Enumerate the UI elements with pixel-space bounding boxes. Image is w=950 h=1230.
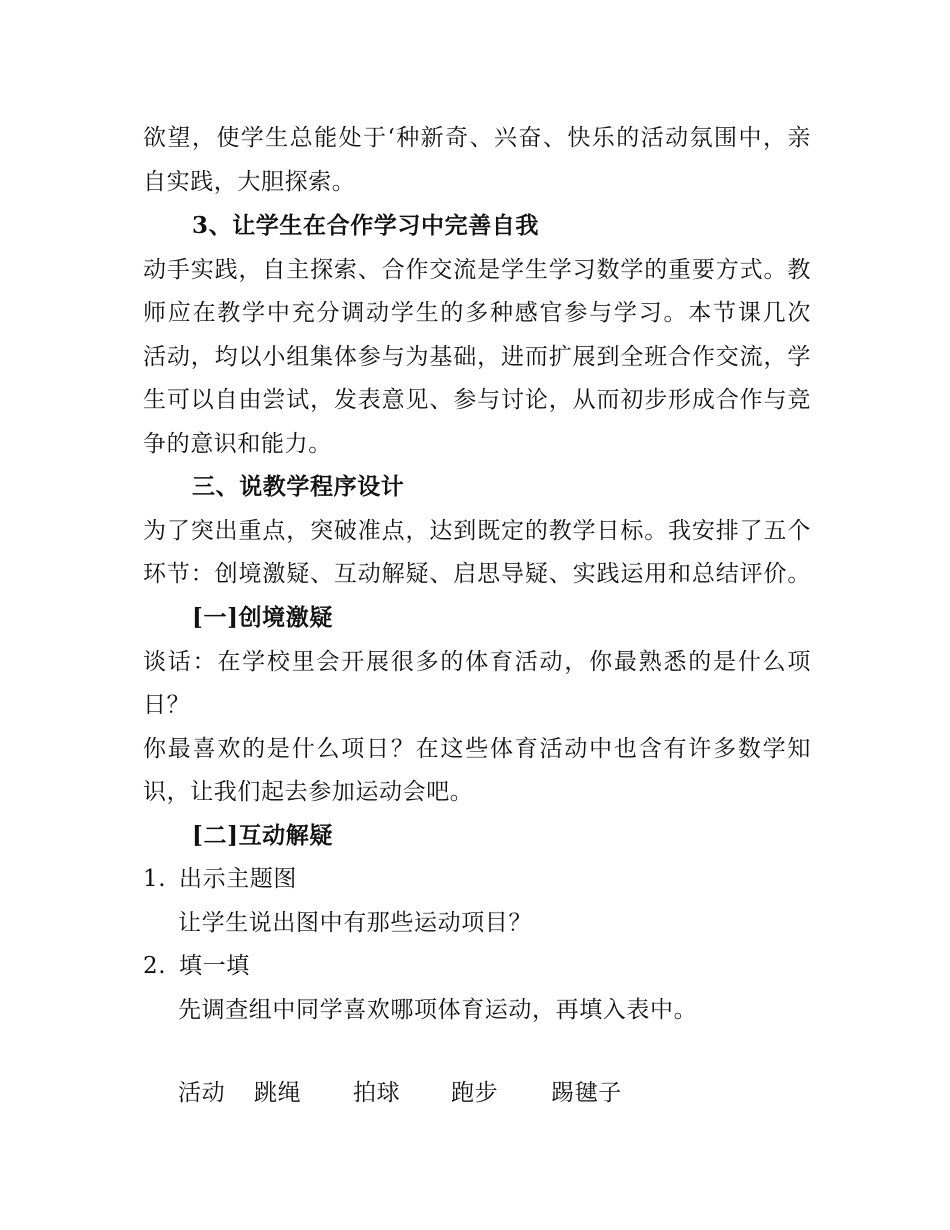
- paragraph-line: 为了突出重点，突破准点，达到既定的教学日标。我安排了五个: [143, 518, 811, 544]
- paragraph-line: 欲望，使学生总能处于‘种新奇、兴奋、快乐的活动氛围中，亲: [143, 125, 811, 151]
- list-item-title: 出示主题图: [179, 866, 297, 892]
- paragraph-line: 争的意识和能力。: [143, 431, 332, 457]
- table-header-cell: 活动: [178, 1080, 226, 1106]
- paragraph-line: 环节：创境激疑、互动解疑、启思导疑、实践运用和总结评价。: [143, 561, 811, 587]
- list-item-detail: 让学生说出图中有那些运动项目？: [178, 910, 532, 936]
- table-column-cell: 跳绳: [254, 1080, 302, 1106]
- list-item: [143, 951, 250, 981]
- subsection-heading: [一]创境激疑: [192, 604, 333, 631]
- paragraph-line: 活动，均以小组集体参与为基础，进而扩展到全班合作交流，学: [143, 344, 811, 370]
- list-item-number: 2.: [143, 953, 167, 979]
- table-column-cell: 拍球: [353, 1080, 401, 1106]
- paragraph-line: 你最喜欢的是什么项日？在这些体育活动中也含有许多数学知: [143, 736, 811, 762]
- paragraph-line: 识，让我们起去参加运动会吧。: [143, 779, 474, 805]
- list-item-title: 填一填: [179, 953, 250, 979]
- paragraph-line: 师应在教学中充分调动学生的多种感官参与学习。本节课几次: [143, 300, 811, 326]
- list-item-number: 1.: [143, 866, 167, 892]
- subsection-heading: [二]互动解疑: [192, 822, 333, 849]
- activity-table-header-row: [0, 1078, 950, 1108]
- table-column-cell: 跑步: [451, 1080, 499, 1106]
- paragraph-line: 生可以自由尝试，发表意见、参与讨论，从而初步形成合作与竞: [143, 387, 811, 413]
- paragraph-line: 自实践，大胆探索。: [143, 169, 356, 195]
- list-item: [143, 864, 297, 894]
- list-item-detail: 先调查组中同学喜欢哪项体育运动，再填入表中。: [178, 997, 698, 1023]
- table-column-cell: 踢毽子: [551, 1080, 622, 1106]
- section-heading: 3、让学生在合作学习中完善自我: [192, 212, 540, 239]
- paragraph-line: 日？: [143, 692, 191, 718]
- paragraph-line: 谈话：在学校里会开展很多的体育活动，你最熟悉的是什么项: [143, 649, 811, 675]
- section-heading: 三、说教学程序设计: [192, 473, 405, 500]
- paragraph-line: 动手实践，自主探索、合作交流是学生学习数学的重要方式。教: [143, 257, 811, 283]
